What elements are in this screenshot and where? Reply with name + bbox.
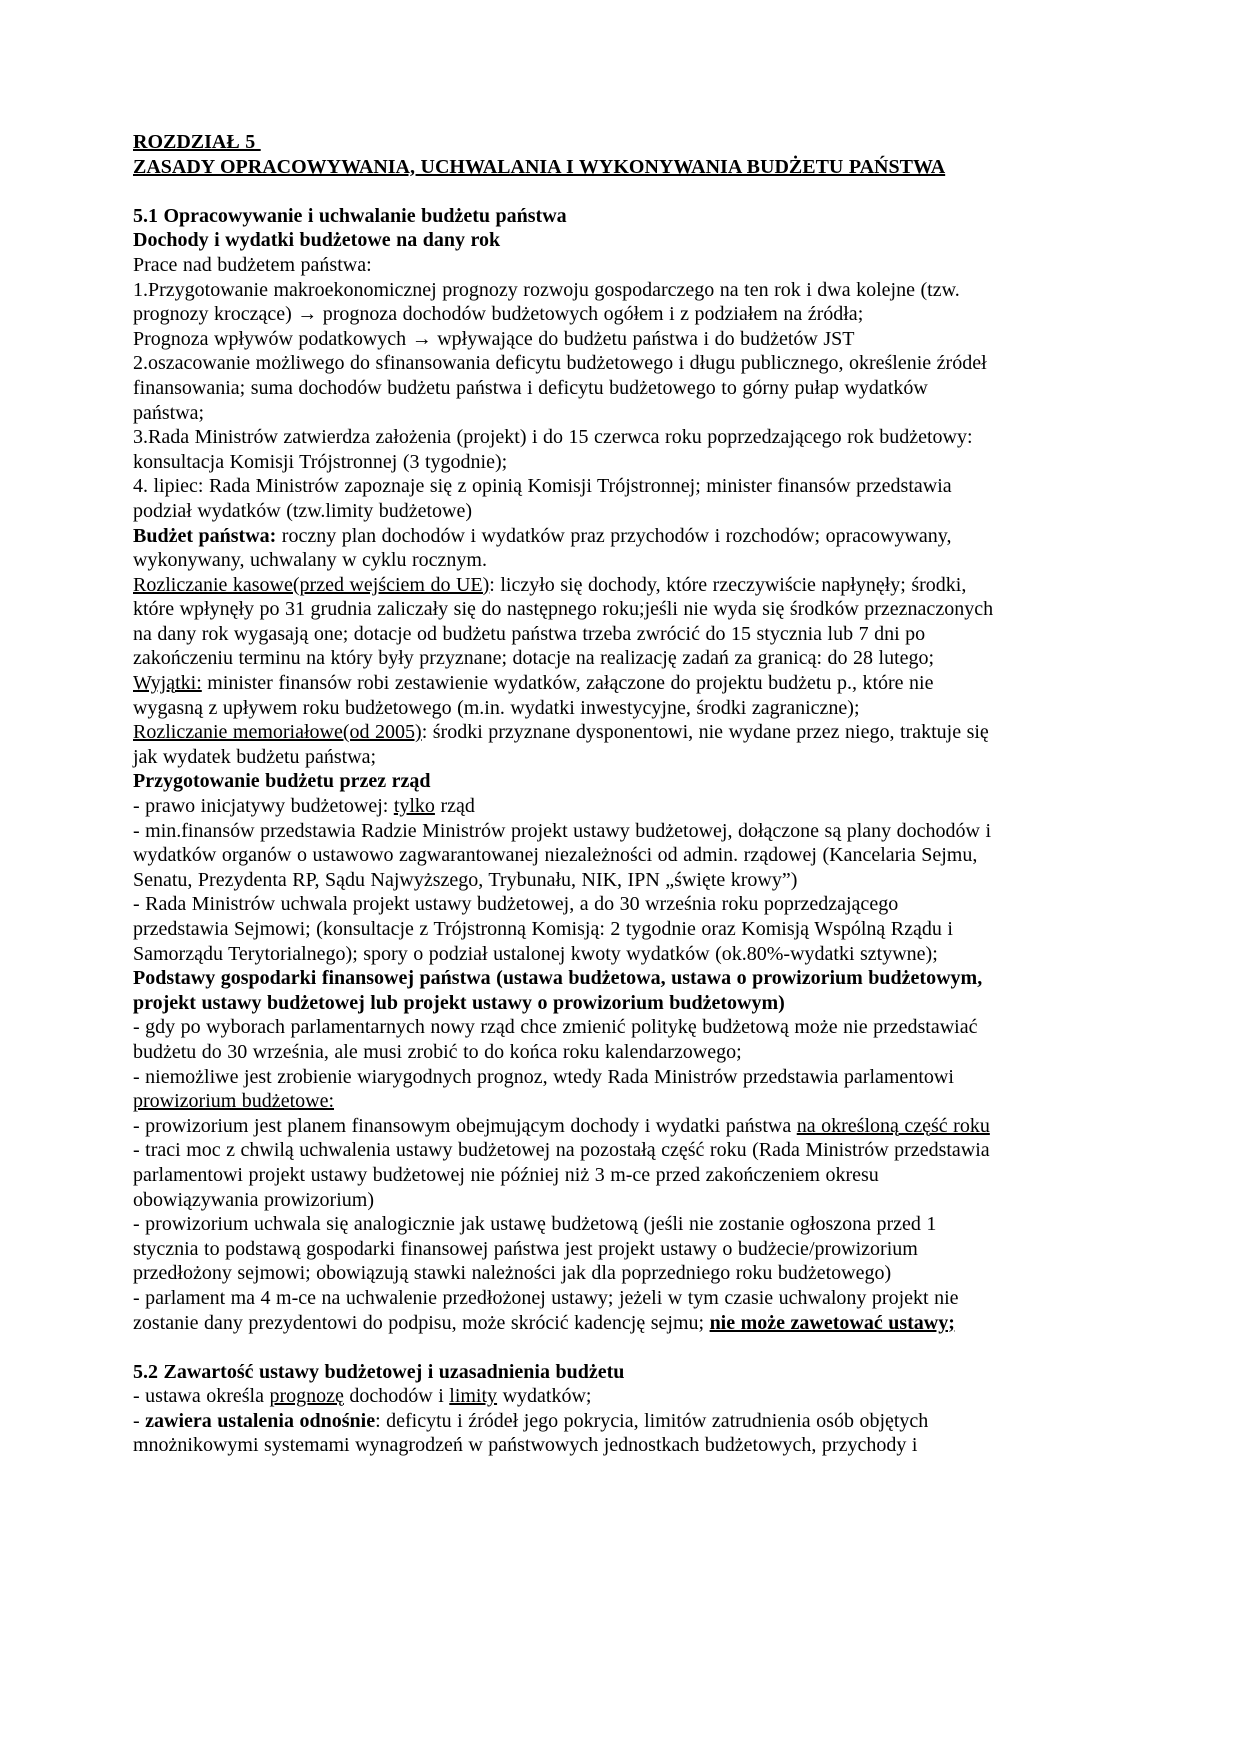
definition-rozliczanie-memorialowe — [133, 720, 995, 769]
list-item-1 — [133, 278, 995, 327]
text-run: na określoną część roku — [796, 1114, 990, 1137]
text-run: roczny plan dochodów i wydatków praz przychodów i rozchodów; opracowywany, wykonywany, uchwalany w cyklu rocznym. — [133, 524, 957, 572]
text-run: Wyjątki: — [133, 672, 202, 695]
text-run: Przygotowanie budżetu przez rząd — [133, 770, 431, 793]
text-run: rząd — [434, 795, 475, 818]
text-run: - — [133, 1409, 146, 1432]
text-run: - traci moc z chwilą uchwalenia ustawy budżetowej na pozostałą część roku (Rada Ministrów przedstawia parlamentowi projekt ustawy budżetowej nie później niż 3 m-ce przed zakończeniem okresu obowiązywania prowizorium) — [133, 1139, 996, 1211]
text-run: → — [297, 303, 318, 326]
list-item-3 — [133, 425, 995, 474]
text-run: 3.Rada Ministrów zatwierdza założenia (projekt) i do 15 czerwca roku poprzedzającego rok budżetowy: konsultacja Komisji Trójstronnej (3 tygodnie); — [133, 426, 979, 473]
text-run: Dochody i wydatki budżetowe na dany rok — [133, 229, 501, 252]
text-run: : liczyło się dochody, które rzeczywiście napłynęły; środki, które wpłynęły po 31 grudnia zaliczały się do następnego roku;jeśli nie wyda się środków przeznaczonych na dany rok wygasają one; dotacje od budżetu państwa trzeba zwrócić do 15 stycznia lub 7 dni po zakończeniu terminu na który były przyznane; dotacje na realizację zadań za granicą: do 28 lutego; — [133, 573, 999, 670]
text-run: : deficytu i źródeł jego pokrycia, limitów zatrudnienia osób objętych mnożnikowymi systemami wynagrodzeń w państwowych jednostkach budżetowych, przychody i — [133, 1409, 934, 1457]
section-5-1-heading — [133, 204, 995, 229]
text-run: - min.finansów przedstawia Radzie Ministrów projekt ustawy budżetowej, dołączone są plany dochodów i wydatków organów o ustawowo zagwarantowanej niezależności od admin. rządowej (Kancelaria Sejmu, Senatu, Prezydenta RP, Sądu Najwyższego, Trybunału, NIK, IPN „święte krowy”) — [133, 819, 997, 891]
paragraph — [133, 253, 995, 278]
text-run: 1.Przygotowanie makroekonomicznej prognozy rozwoju gospodarczego na ten rok i dwa kolejne (tzw. prognozy kroczące) — [133, 278, 966, 326]
subsection-heading — [133, 228, 995, 253]
text-run: wydatków; — [497, 1385, 592, 1408]
text-run: Prognoza wpływów podatkowych — [133, 327, 412, 350]
subsection-heading — [133, 966, 995, 1015]
blank-line — [133, 179, 995, 204]
text-run: 2.oszacowanie możliwego do sfinansowania deficytu budżetowego i długu publicznego, określenie źródeł finansowania; suma dochodów budżetu państwa i deficytu budżetowego to górny pułap wydatków państwa; — [133, 352, 993, 424]
bullet-item — [133, 819, 995, 893]
chapter-title-heading — [133, 155, 995, 180]
text-run: prognoza dochodów budżetowych ogółem i z podziałem na źródła; — [317, 303, 864, 326]
text-run: Podstawy gospodarki finansowej państwa (ustawa budżetowa, ustawa o prowizorium budżetowym, projekt ustawy budżetowej lub projekt ustawy o prowizorium budżetowym) — [133, 967, 988, 1014]
bullet-item — [133, 1114, 995, 1139]
bullet-item — [133, 1286, 995, 1335]
text-run: - niemożliwe jest zrobienie wiarygodnych prognoz, wtedy Rada Ministrów przedstawia parlamentowi — [133, 1065, 960, 1088]
text-run: 4. lipiec: Rada Ministrów zapoznaje się z opinią Komisji Trójstronnej; minister finansów przedstawia podział wydatków (tzw.limity budżetowe) — [133, 475, 958, 522]
bullet-item — [133, 1015, 995, 1064]
text-run: ROZDZIAŁ 5 — [133, 131, 261, 153]
text-run: wpływające do budżetu państwa i do budżetów JST — [431, 327, 855, 350]
paragraph — [133, 327, 995, 352]
chapter-number-heading — [133, 130, 995, 155]
bullet-item — [133, 1138, 995, 1212]
text-run: Rozliczanie memoriałowe(od 2005) — [133, 721, 422, 744]
text-run: : środki przyznane dysponentowi, nie wydane przez niego, traktuje się jak wydatek budżetu państwa; — [133, 721, 995, 768]
text-run: dochodów i — [343, 1385, 450, 1408]
bullet-item — [133, 1384, 995, 1409]
text-run: - gdy po wyborach parlamentarnych nowy rząd chce zmienić politykę budżetową może nie przedstawiać budżetu do 30 września, ale musi zrobić to do końca roku kalendarzowego; — [133, 1016, 983, 1063]
text-run: prowizorium budżetowe: — [133, 1090, 334, 1113]
bullet-item — [133, 1409, 995, 1458]
subsection-heading — [133, 769, 995, 794]
list-item-4 — [133, 474, 995, 523]
text-run: limity — [449, 1385, 498, 1408]
document-content — [133, 130, 999, 1458]
text-run: Budżet państwa: — [133, 524, 277, 547]
section-5-2-heading — [133, 1360, 995, 1385]
text-run: ZASADY OPRACOWYWANIA, UCHWALANIA I WYKONYWANIA BUDŻETU PAŃSTWA — [133, 155, 946, 178]
text-run: 5.1 Opracowywanie i uchwalanie budżetu państwa — [133, 204, 567, 227]
text-run: nie może zawetować ustawy; — [709, 1311, 955, 1334]
bullet-item — [133, 1212, 995, 1286]
text-run: prognozę — [269, 1385, 344, 1408]
text-run: Prace nad budżetem państwa: — [133, 253, 372, 276]
text-run: - prawo inicjatywy budżetowej: — [133, 795, 394, 818]
bullet-item — [133, 1065, 995, 1114]
bullet-item — [133, 892, 995, 966]
text-run: zawiera ustalenia odnośnie — [145, 1409, 376, 1432]
text-run: - parlament ma 4 m-ce na uchwalenie przedłożonej ustawy; jeżeli w tym czasie uchwalony projekt nie zostanie dany prezydentowi do podpisu, może skrócić kadencję sejmu; — [133, 1286, 965, 1334]
text-run: tylko — [393, 795, 435, 818]
text-run: minister finansów robi zestawienie wydatków, załączone do projektu budżetu p., które nie wygasną z upływem roku budżetowego (m.in. wydatki inwestycyjne, środki zagraniczne); — [133, 672, 939, 719]
definition-rozliczanie-kasowe — [133, 573, 999, 721]
text-run: - prowizorium jest planem finansowym obejmującym dochody i wydatki państwa — [133, 1114, 797, 1137]
list-item-2 — [133, 351, 995, 425]
bullet-item — [133, 794, 995, 819]
definition-budzet-panstwa — [133, 524, 995, 573]
text-run: - prowizorium uchwala się analogicznie jak ustawę budżetową (jeśli nie zostanie ogłoszona przed 1 stycznia to podstawą gospodarki finansowej państwa jest projekt ustawy o budżecie/prowizorium przedłożony sejmowi; obowiązują stawki należności jak dla poprzedniego roku budżetowego) — [133, 1213, 942, 1285]
text-run: - Rada Ministrów uchwala projekt ustawy budżetowej, a do 30 września roku poprzedzającego przedstawia Sejmowi; (konsultacje z Trójstronną Komisją: 2 tygodnie oraz Komisją Wspólną Rządu i Samorządu Terytorialnego); spory o podział ustalonej kwoty wydatków (ok.80%-wydatki sztywne); — [133, 893, 959, 965]
text-run: - ustawa określa — [133, 1385, 270, 1408]
text-run: 5.2 Zawartość ustawy budżetowej i uzasadnienia budżetu — [133, 1360, 625, 1383]
blank-line — [133, 1335, 995, 1360]
text-run: Rozliczanie kasowe(przed wejściem do UE) — [133, 573, 490, 596]
text-run: → — [411, 327, 432, 350]
